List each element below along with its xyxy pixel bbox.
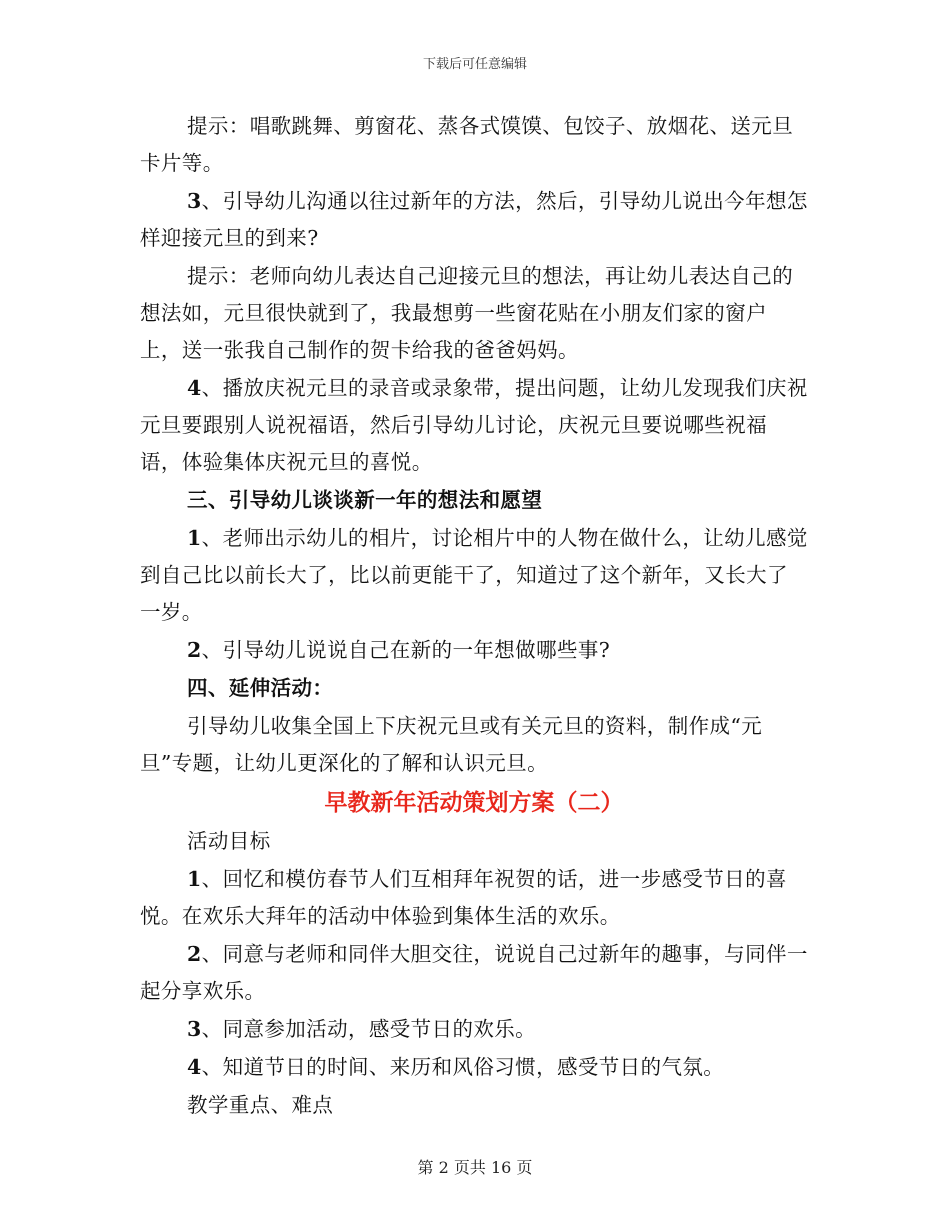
paragraph xyxy=(140,1011,808,1048)
paragraph-text: 、老师出示幼儿的相片，讨论相片中的人物在做什么，让幼儿感觉到自己比以前长大了，比以前更能干了，知道过了这个新年，又长大了一岁。 xyxy=(140,526,808,624)
paragraph-text: 、知道节日的时间、来历和风俗习惯，感受节日的气氛。 xyxy=(201,1055,725,1079)
item-number: 1 xyxy=(187,867,202,891)
section-heading: 三、引导幼儿谈谈新一年的想法和愿望 xyxy=(187,488,543,512)
paragraph-text: 、播放庆祝元旦的录音或录象带，提出问题，让幼儿发现我们庆祝元旦要跟别人说祝福语，然后引导幼儿讨论，庆祝元旦要说哪些祝福语，体验集体庆祝元旦的喜悦。 xyxy=(140,376,808,474)
paragraph-text: 活动目标 xyxy=(187,829,271,853)
item-number: 2 xyxy=(187,638,202,662)
paragraph-text: 引导幼儿收集全国上下庆祝元旦或有关元旦的资料，制作成“元旦”专题，让幼儿更深化的了解和认识元旦。 xyxy=(140,714,763,775)
item-number: 3 xyxy=(187,1017,202,1041)
paragraph-text: 、同意参加活动，感受节日的欢乐。 xyxy=(201,1017,537,1041)
document-body xyxy=(140,108,808,1125)
paragraph xyxy=(140,708,808,782)
paragraph-text: 、回忆和模仿春节人们互相拜年祝贺的话，进一步感受节日的喜悦。在欢乐大拜年的活动中体验到集体生活的欢乐。 xyxy=(140,867,787,928)
paragraph xyxy=(140,108,808,182)
paragraph xyxy=(140,861,808,935)
paragraph-text: 提示：老师向幼儿表达自己迎接元旦的想法，再让幼儿表达自己的想法如，元旦很快就到了，我最想剪一些窗花贴在小朋友们家的窗户上，送一张我自己制作的贺卡给我的爸爸妈妈。 xyxy=(140,264,794,362)
paragraph-text: 、引导幼儿说说自己在新的一年想做哪些事? xyxy=(201,638,611,662)
item-number: 4 xyxy=(187,1055,202,1079)
item-number: 1 xyxy=(187,526,202,550)
paragraph xyxy=(140,520,808,631)
item-number: 2 xyxy=(187,942,202,966)
item-number: 3 xyxy=(187,189,202,213)
paragraph xyxy=(140,258,808,369)
paragraph xyxy=(140,823,808,860)
paragraph xyxy=(140,183,808,257)
paragraph-text: 、引导幼儿沟通以往过新年的方法，然后，引导幼儿说出今年想怎样迎接元旦的到来? xyxy=(140,189,808,250)
item-number: 4 xyxy=(187,376,202,400)
paragraph xyxy=(140,370,808,481)
section-title: 早教新年活动策划方案（二） xyxy=(324,789,624,816)
paragraph-text: 、同意与老师和同伴大胆交往，说说自己过新年的趣事，与同伴一起分享欢乐。 xyxy=(140,942,808,1003)
paragraph xyxy=(140,936,808,1010)
paragraph xyxy=(140,1087,808,1124)
paragraph xyxy=(140,632,808,669)
section-heading: 四、延伸活动： xyxy=(187,676,334,700)
paragraph xyxy=(140,1049,808,1086)
paragraph-text: 教学重点、难点 xyxy=(187,1093,334,1117)
page-header: 下载后可任意编辑 xyxy=(422,57,527,72)
page-footer: 第 2 页共 16 页 xyxy=(417,1158,533,1177)
paragraph-text: 提示：唱歌跳舞、剪窗花、蒸各式馍馍、包饺子、放烟花、送元旦卡片等。 xyxy=(140,114,794,175)
